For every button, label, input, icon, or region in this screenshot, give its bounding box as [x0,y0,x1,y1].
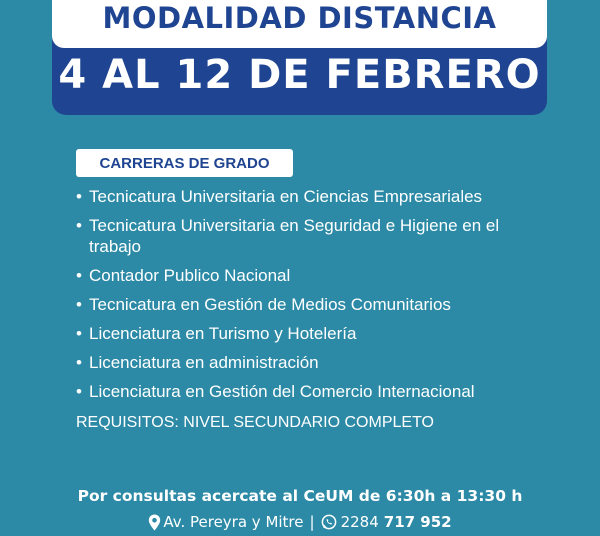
whatsapp-icon [321,514,337,530]
list-item [76,381,546,402]
list-item [76,294,546,315]
modality-title: MODALIDAD DISTANCIA [102,1,497,35]
careers-list [76,186,546,410]
dates-title: 4 AL 12 DE FEBRERO [58,52,541,98]
career-label: Licenciatura en Gestión del Comercio Internacional [89,382,475,401]
header-banner [52,0,547,115]
location-pin-icon [148,514,161,531]
career-label: Tecnicatura en Gestión de Medios Comunitarios [89,295,451,314]
career-label: Licenciatura en administración [89,353,319,372]
separator: | [309,513,315,531]
contact-line [0,513,600,531]
consultas-text: Por consultas acercate al CeUM de 6:30h a 13:30 h [77,487,523,505]
requirements-text: REQUISITOS: NIVEL SECUNDARIO COMPLETO [76,414,434,431]
bullet-icon: • [76,382,82,401]
bullet-icon: • [76,324,82,343]
bullet-icon: • [76,295,82,314]
list-item [76,352,546,373]
modality-banner [52,0,547,48]
list-item [76,323,546,344]
career-label: Contador Publico Nacional [89,266,291,285]
phone-number: 717 952 [383,513,452,531]
career-label: Tecnicatura Universitaria en Ciencias Empresariales [89,187,483,206]
bullet-icon: • [76,216,82,235]
list-item [76,265,546,286]
career-label: Licenciatura en Turismo y Hotelería [89,324,357,343]
bullet-icon: • [76,187,82,206]
phone-prefix: 2284 [340,513,379,531]
list-item [76,215,546,257]
bullet-icon: • [76,353,82,372]
career-label: Tecnicatura Universitaria en Seguridad e Higiene en el trabajo [89,216,500,256]
list-item [76,186,546,207]
section-badge: CARRERAS DE GRADO [76,149,293,177]
address-text: Av. Pereyra y Mitre [163,513,304,531]
bullet-icon: • [76,266,82,285]
